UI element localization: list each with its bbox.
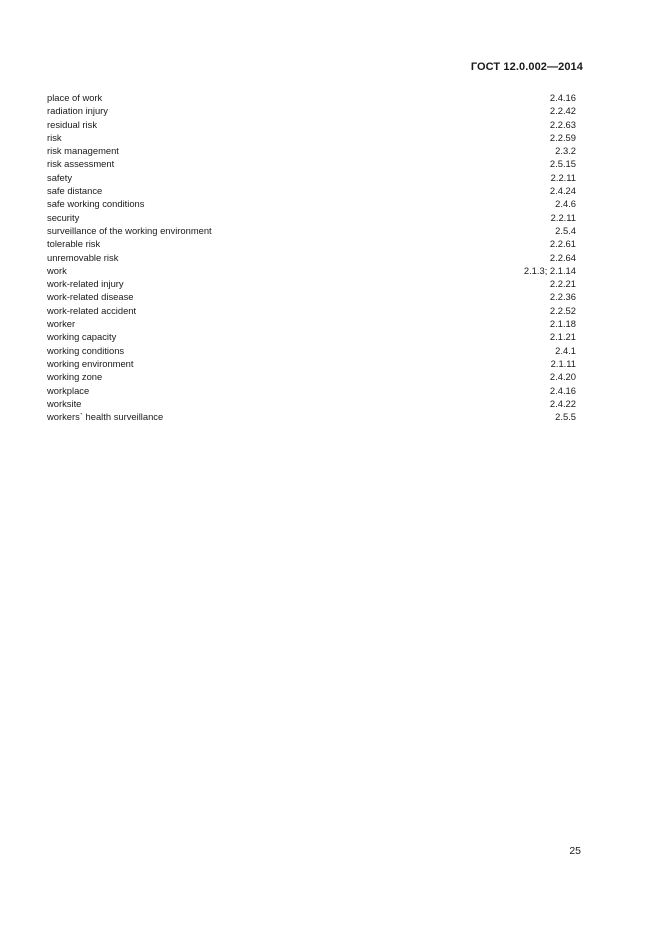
index-term: workplace (47, 384, 90, 396)
index-term: working environment (47, 357, 134, 369)
index-reference: 2.4.1 (555, 344, 576, 356)
index-reference: 2.1.11 (550, 357, 576, 369)
index-reference: 2.2.21 (549, 278, 576, 290)
index-term: work-related accident (47, 304, 137, 316)
index-entry (47, 131, 576, 144)
index-term: radiation injury (47, 105, 108, 117)
index-term: work-related injury (47, 278, 124, 290)
index-reference: 2.4.6 (555, 198, 576, 210)
index-entry (47, 184, 576, 197)
index-term: working zone (47, 371, 103, 383)
index-term: tolerable risk (47, 238, 101, 250)
index-reference: 2.5.4 (555, 224, 576, 236)
index-reference: 2.4.16 (549, 92, 576, 103)
index-term: safe distance (47, 185, 103, 197)
index-reference: 2.3.2 (555, 145, 576, 157)
index-entry (47, 370, 576, 383)
index-entry (47, 410, 576, 423)
index-term: workers` health surveillance (47, 411, 164, 423)
index-reference: 2.1.21 (549, 331, 576, 343)
term-index-list (47, 91, 576, 423)
index-entry (47, 397, 576, 410)
index-term: safe working conditions (47, 198, 145, 210)
index-term: working capacity (47, 331, 117, 343)
index-entry (47, 197, 576, 210)
index-entry (47, 224, 576, 237)
index-term: place of work (47, 92, 103, 103)
index-reference: 2.4.24 (549, 185, 576, 197)
index-reference: 2.2.36 (549, 291, 576, 303)
index-reference: 2.2.61 (549, 238, 576, 250)
index-entry (47, 118, 576, 131)
index-reference: 2.5.15 (549, 158, 576, 170)
index-reference: 2.2.11 (550, 211, 576, 223)
index-entry (47, 157, 576, 170)
index-entry (47, 264, 576, 277)
index-reference: 2.1.3; 2.1.14 (523, 264, 576, 276)
index-entry (47, 304, 576, 317)
index-entry (47, 211, 576, 224)
index-reference: 2.2.59 (549, 131, 576, 143)
index-entry (47, 251, 576, 264)
index-reference: 2.2.11 (550, 171, 576, 183)
index-entry (47, 104, 576, 117)
index-entry (47, 277, 576, 290)
index-entry (47, 91, 576, 104)
index-entry (47, 290, 576, 303)
page-number: 25 (569, 845, 581, 857)
index-term: work (47, 264, 67, 276)
index-term: working conditions (47, 344, 125, 356)
index-reference: 2.2.63 (549, 118, 576, 130)
index-reference: 2.4.22 (549, 397, 576, 409)
index-term: unremovable risk (47, 251, 119, 263)
index-term: work-related disease (47, 291, 134, 303)
index-term: risk (47, 131, 62, 143)
index-term: safety (47, 171, 73, 183)
index-term: security (47, 211, 80, 223)
index-reference: 2.1.18 (549, 318, 576, 330)
index-term: residual risk (47, 118, 98, 130)
index-entry (47, 144, 576, 157)
index-reference: 2.5.5 (555, 411, 576, 423)
index-entry (47, 357, 576, 370)
index-term: risk management (47, 145, 119, 157)
index-entry (47, 171, 576, 184)
index-entry (47, 344, 576, 357)
index-reference: 2.4.16 (549, 384, 576, 396)
index-entry (47, 237, 576, 250)
index-term: worker (47, 318, 76, 330)
index-term: worksite (47, 397, 82, 409)
document-code: ГОСТ 12.0.002—2014 (470, 61, 583, 73)
index-term: risk assessment (47, 158, 115, 170)
index-entry (47, 317, 576, 330)
index-term: surveillance of the working environment (47, 224, 212, 236)
index-entry (47, 330, 576, 343)
index-entry (47, 384, 576, 397)
index-reference: 2.2.64 (549, 251, 576, 263)
index-reference: 2.4.20 (549, 371, 576, 383)
index-reference: 2.2.42 (549, 105, 576, 117)
index-reference: 2.2.52 (549, 304, 576, 316)
